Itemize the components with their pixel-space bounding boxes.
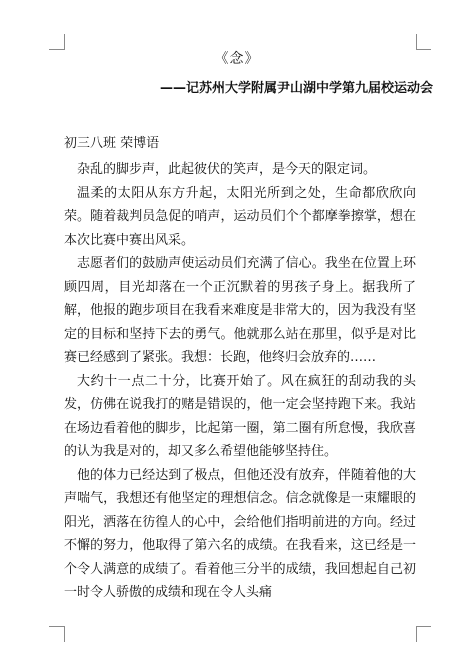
paragraph: 杂乱的脚步声，此起彼伏的笑声，是今天的限定词。	[77, 162, 377, 177]
paragraph: 大约十一点二十分，比赛开始了。风在疯狂的刮动我的头发，仿佛在说我打的赌是错误的，他一定会坚持跑下来。我站在场边看着他的脚步，比起第一圈，第二圈有所怠慢，我欣喜的认为我是对的，却又多么希望他能够坚持住。	[64, 373, 416, 459]
paragraph: 他的体力已经达到了极点，但他还没有放弃，伴随着他的大声喘气，我想还有他坚定的理想信念。信念就像是一束耀眼的阳光，洒落在彷徨人的心中，会给他们指明前进的方向。经过不懈的努力，他取得了第六名的成绩。在我看来，这已经是一个令人满意的成绩了。看着他三分半的成绩，我回想起自己初一时令人骄傲的成绩和现在令人头痛	[64, 467, 416, 600]
document-title: 《念》	[214, 51, 260, 67]
margin-mark-top-left-v	[64, 34, 65, 50]
author-line: 初三八班 荣博语	[64, 136, 160, 151]
margin-mark-top-right-v	[416, 34, 417, 50]
document-body	[64, 158, 416, 605]
margin-mark-bottom-right-v	[416, 626, 417, 642]
paragraph: 志愿者们的鼓励声使运动员们充满了信心。我坐在位置上环顾四周，目光却落在一个正沉默着的男孩子身上。据我所了解，他报的跑步项目在我看来难度是非常大的，因为我没有坚定的目标和坚持下去的勇气。他就那么站在那里，似乎是对比赛已经感到了紧张。我想：长跑，他终归会放弃的……	[64, 256, 416, 365]
margin-mark-bottom-left-h	[49, 626, 64, 627]
margin-mark-bottom-left-v	[64, 626, 65, 642]
margin-mark-bottom-right-h	[416, 626, 431, 627]
paragraph: 温柔的太阳从东方升起，太阳光所到之处，生命都欣欣向荣。随着裁判员急促的哨声，运动员们个个都摩拳擦掌，想在本次比赛中赛出风采。	[64, 185, 416, 248]
document-subtitle: ——记苏州大学附属尹山湖中学第九届校运动会	[160, 81, 434, 96]
